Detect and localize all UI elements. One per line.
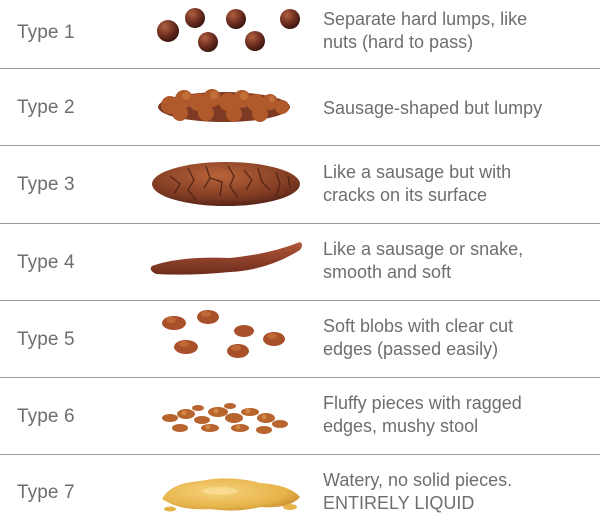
type-4-description-line-1: Like a sausage or snake, [323, 239, 524, 259]
lumpy-sausage-icon [140, 69, 310, 145]
row-type-6 [0, 378, 600, 454]
type-6-description [323, 392, 593, 438]
type-6-description-line-2: edges, mushy stool [323, 416, 479, 436]
type-7-label: Type 7 [17, 482, 75, 503]
row-type-3 [0, 146, 600, 223]
type-5-description-line-1: Soft blobs with clear cut [323, 316, 514, 336]
type-1-label: Type 1 [17, 22, 75, 43]
hard-lumps-icon [140, 0, 310, 76]
type-5-label: Type 5 [17, 329, 75, 350]
type-3-description [323, 161, 593, 207]
cracked-sausage-icon [140, 146, 310, 222]
smooth-snake-icon [140, 224, 310, 300]
row-type-1 [0, 0, 600, 68]
type-1-description [323, 8, 593, 54]
type-7-description-line-1: Watery, no solid pieces. [323, 470, 513, 490]
type-6-label: Type 6 [17, 406, 75, 427]
row-type-4 [0, 224, 600, 300]
type-2-description [323, 97, 593, 120]
type-4-description [323, 238, 593, 284]
type-5-description [323, 315, 593, 361]
row-type-7 [0, 455, 600, 514]
fluffy-pieces-icon [140, 378, 310, 454]
row-type-5 [0, 301, 600, 377]
type-3-description-line-1: Like a sausage but with [323, 162, 512, 182]
watery-liquid-icon [140, 461, 310, 514]
type-1-description-line-1: Separate hard lumps, like [323, 9, 528, 29]
type-2-label: Type 2 [17, 97, 75, 118]
type-2-description-line-1: Sausage-shaped but lumpy [323, 98, 543, 118]
type-3-description-line-2: cracks on its surface [323, 185, 488, 205]
type-3-label: Type 3 [17, 174, 75, 195]
type-1-description-line-2: nuts (hard to pass) [323, 32, 474, 52]
type-4-label: Type 4 [17, 252, 75, 273]
type-7-description-line-2: ENTIRELY LIQUID [323, 493, 475, 513]
type-4-description-line-2: smooth and soft [323, 262, 452, 282]
soft-blobs-icon [140, 301, 310, 377]
type-5-description-line-2: edges (passed easily) [323, 339, 499, 359]
row-type-2 [0, 69, 600, 145]
type-7-description [323, 469, 593, 515]
type-6-description-line-1: Fluffy pieces with ragged [323, 393, 522, 413]
